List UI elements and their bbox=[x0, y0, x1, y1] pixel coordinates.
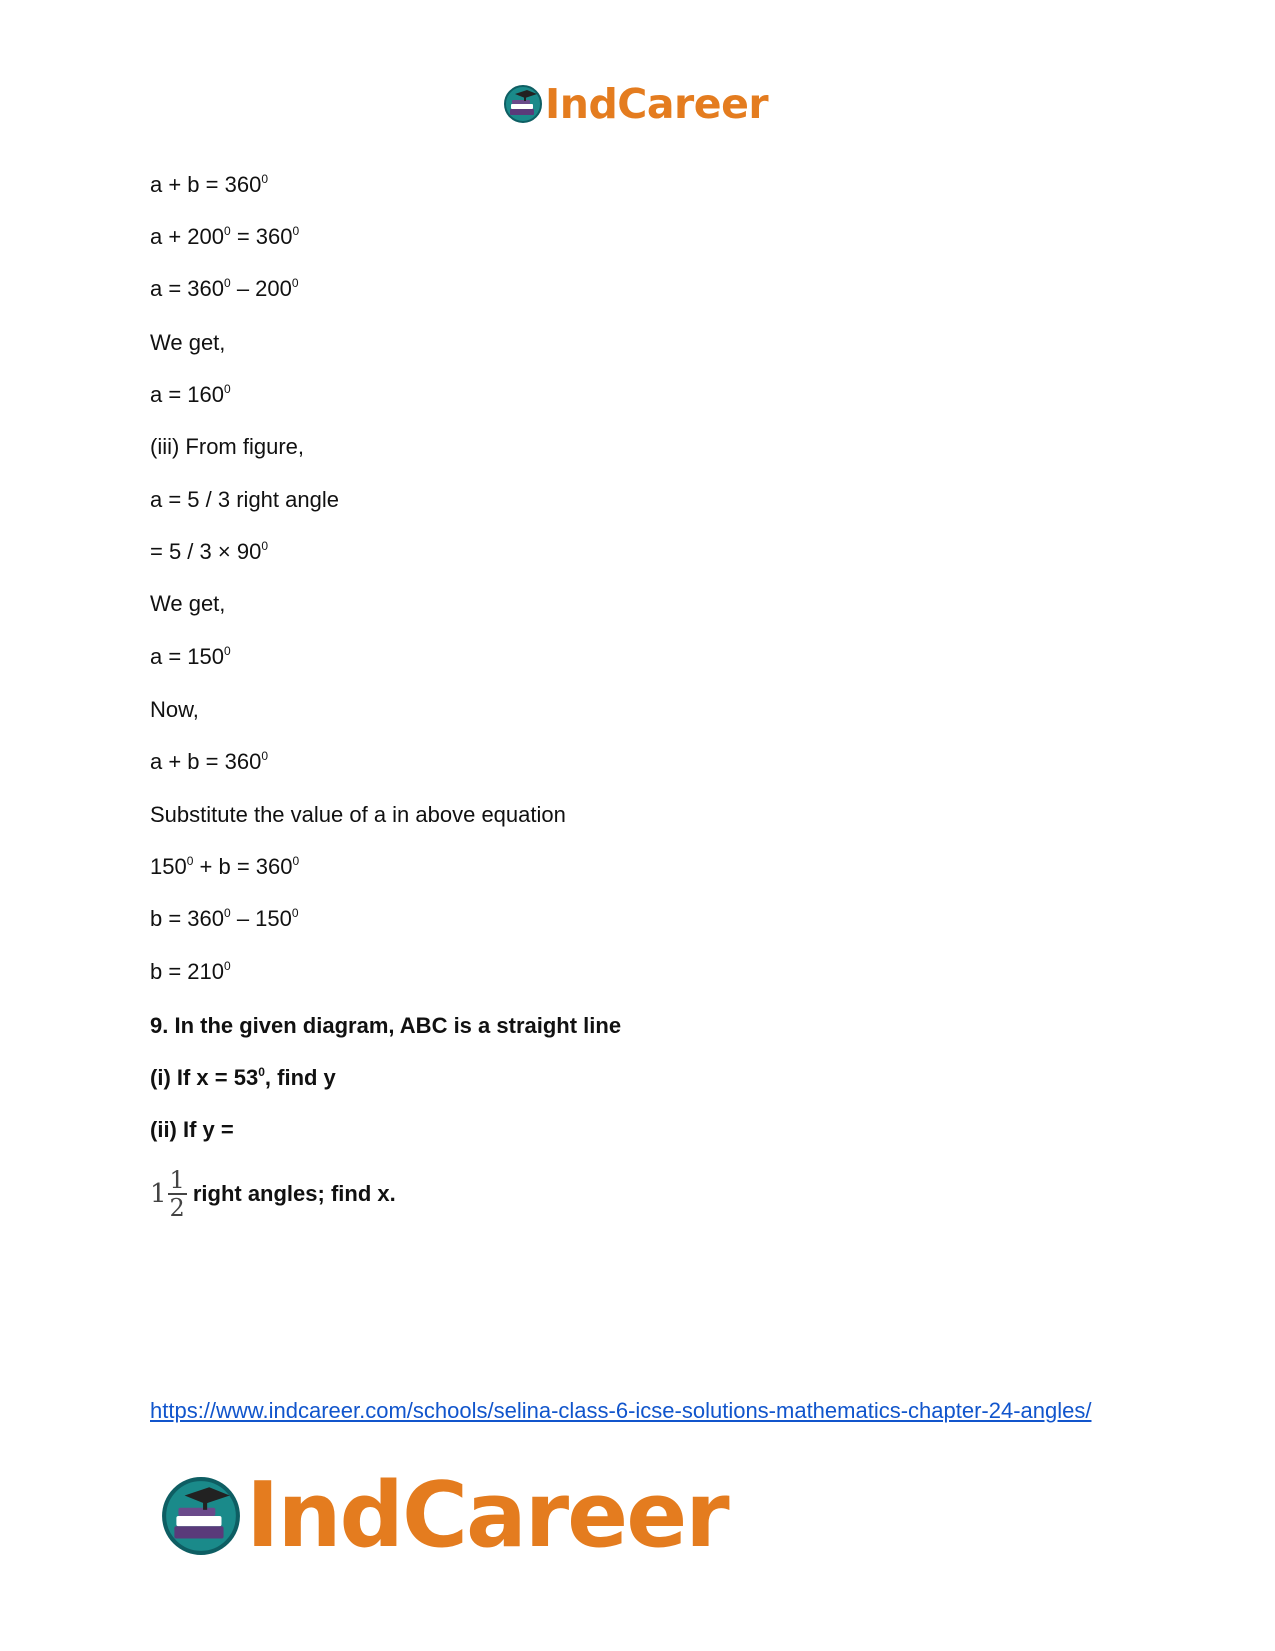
question-part-1: (i) If $x = 53^0$, find y bbox=[150, 1065, 336, 1090]
footer-logo bbox=[160, 1463, 728, 1568]
question-part-2-continued: 1 $\frac{1}{2}$ right angles; find x. bbox=[150, 1166, 396, 1222]
question-part-2: (ii) If y = bbox=[150, 1117, 234, 1142]
equation-line: $b = 360^0 - 150^0$ bbox=[150, 906, 299, 931]
equation-line: $a + 200^0 = 360^0$ bbox=[150, 224, 300, 249]
text-line: a = 5 / 3 right angle bbox=[150, 487, 339, 512]
text-line: We get, bbox=[150, 591, 226, 616]
text-line: Substitute the value of a in above equation bbox=[150, 802, 566, 827]
equation-line: $a = 160^0$ bbox=[150, 382, 231, 407]
header-logo bbox=[503, 80, 768, 128]
mixed-fraction: 1 $\frac{1}{2}$ bbox=[150, 1166, 185, 1222]
question-title: 9. In the given diagram, ABC is a straight line bbox=[150, 1013, 622, 1038]
equation-line: $a = 360^0 - 200^0$ bbox=[150, 276, 299, 301]
book-globe-icon bbox=[160, 1475, 242, 1557]
logo-wordmark: IndCareer bbox=[545, 80, 769, 128]
text-line: We get, bbox=[150, 330, 226, 355]
equation-line: $a = 150^0$ bbox=[150, 644, 231, 669]
book-globe-icon bbox=[503, 84, 543, 124]
text-line: (iii) From figure, bbox=[150, 434, 305, 459]
equation-line: = $5 / 3 \times 90^0$ bbox=[150, 539, 268, 564]
equation-line: $b = 210^0$ bbox=[150, 959, 231, 984]
logo-wordmark: IndCareer bbox=[246, 1463, 728, 1568]
text-line: Now, bbox=[150, 697, 199, 722]
equation-line: $a + b = 360^0$ bbox=[150, 172, 269, 197]
equation-line: $150^0 + b = 360^0$ bbox=[150, 854, 300, 879]
source-link[interactable]: https://www.indcareer.com/schools/selina-class-6-icse-solutions-mathematics-chapter-24-angles/ bbox=[150, 1398, 1092, 1423]
equation-line: $a + b = 360^0$ bbox=[150, 749, 269, 774]
